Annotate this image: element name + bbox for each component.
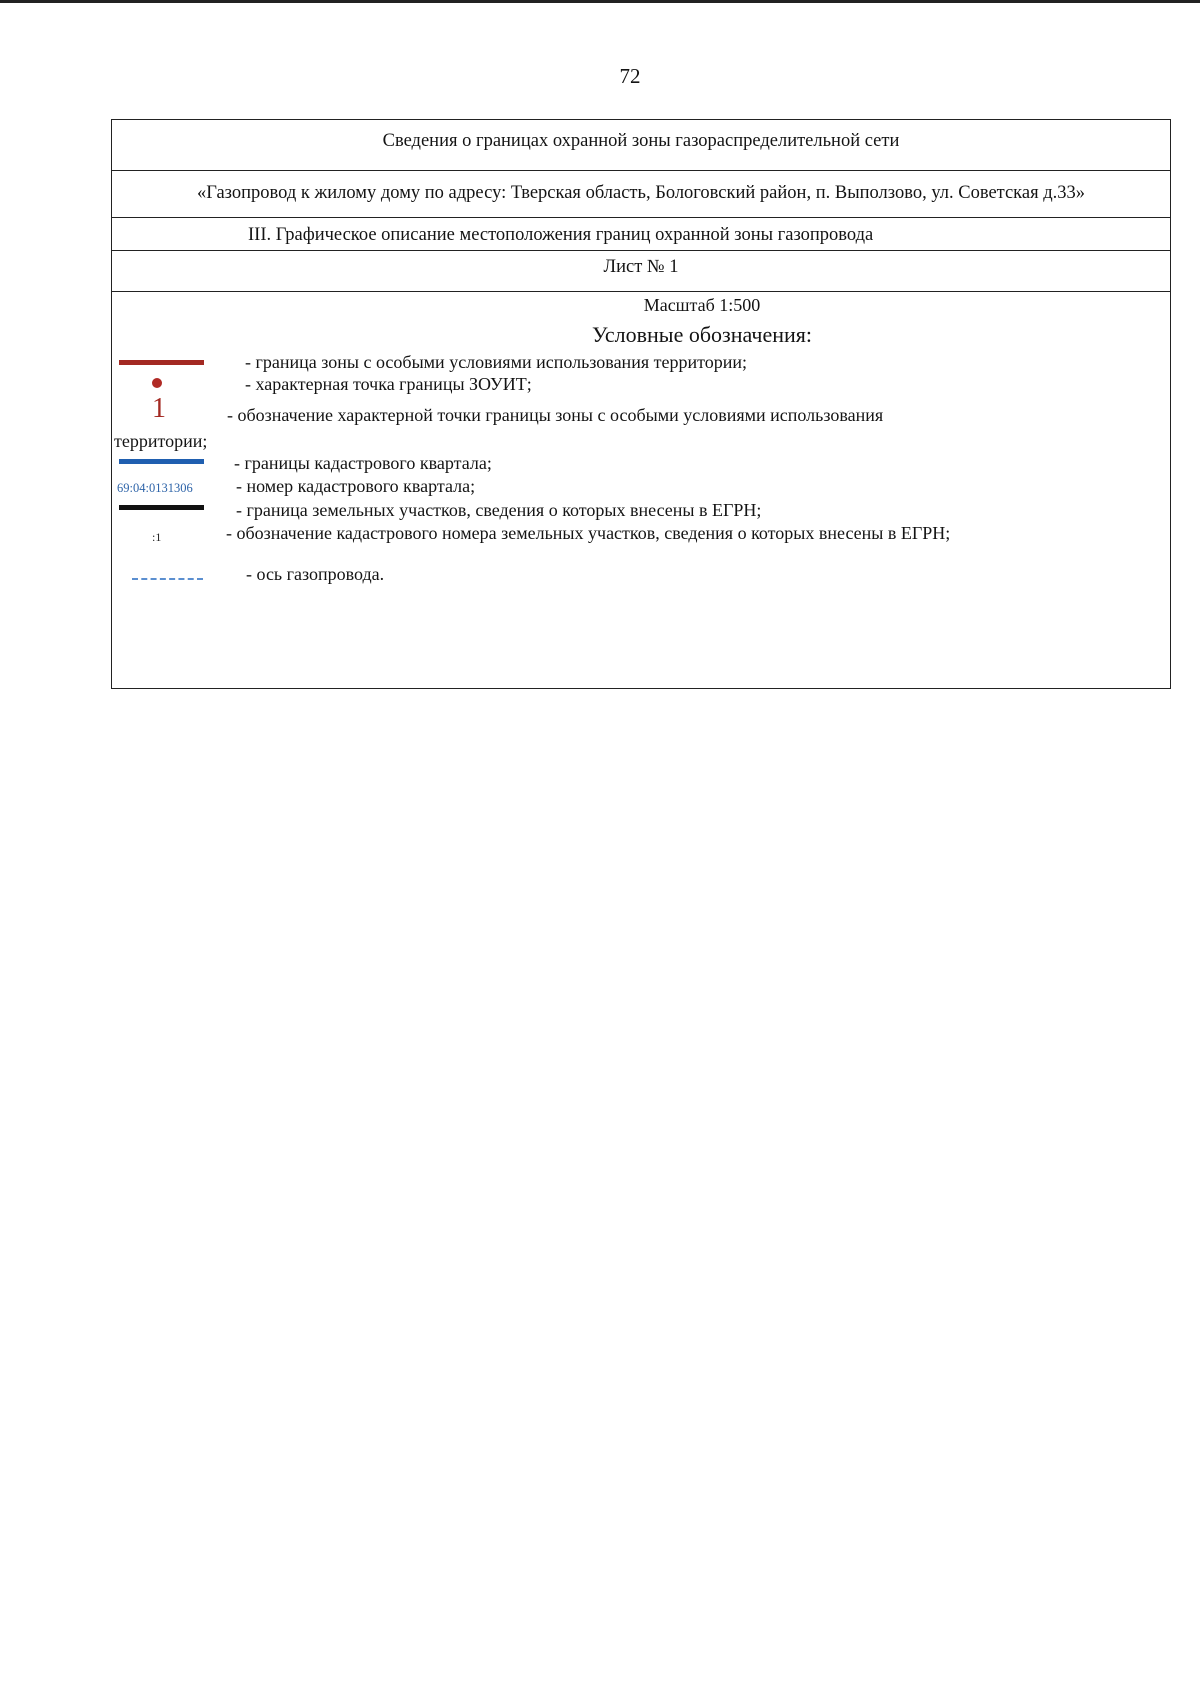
scale-label: Масштаб 1:500 — [643, 295, 761, 315]
legend-zone-boundary: - граница зоны с особыми условиями использования территории; — [245, 352, 747, 372]
point-label-symbol: 1 — [152, 393, 166, 424]
legend-gas-axis: - ось газопровода. — [246, 564, 385, 584]
page-top-edge — [0, 0, 1200, 3]
gas-axis-dashed-symbol — [132, 578, 203, 580]
legend-title: Условные обозначения: — [591, 322, 813, 347]
sheet-number: Лист № 1 — [603, 257, 679, 277]
legend-parcel-number: - обозначение кадастрового номера земельных участков, сведения о которых внесены в ЕГРН; — [226, 523, 951, 543]
title-row — [112, 120, 1170, 171]
legend-point-label-line-2: территории; — [114, 431, 208, 451]
zone-boundary-line-symbol — [119, 360, 204, 365]
parcel-number-symbol: :1 — [152, 530, 162, 544]
sheet-row — [112, 251, 1170, 292]
legend-cadastral-quarter-boundary: - границы кадастрового квартала; — [234, 453, 492, 473]
legend-cadastral-quarter-number: - номер кадастрового квартала; — [236, 476, 476, 496]
legend-characteristic-point: - характерная точка границы ЗОУИТ; — [245, 374, 532, 394]
section-row — [112, 218, 1170, 251]
object-row — [112, 171, 1170, 218]
section-title: III. Графическое описание местоположения границ охранной зоны газопровода — [248, 225, 874, 245]
cadastral-quarter-number-symbol: 69:04:0131306 — [117, 481, 193, 495]
legend-point-label-line-1: - обозначение характерной точки границы зоны с особыми условиями использования — [227, 405, 884, 425]
cadastral-quarter-line-symbol — [119, 459, 204, 464]
document-title: Сведения о границах охранной зоны газораспределительной сети — [382, 131, 900, 151]
document-frame — [111, 119, 1171, 689]
page-number: 72 — [619, 64, 641, 88]
legend-parcel-boundary: - граница земельных участков, сведения о которых внесены в ЕГРН; — [236, 500, 762, 520]
object-name: «Газопровод к жилому дому по адресу: Тверская область, Бологовский район, п. Выползово, ул. Советская д.33» — [196, 183, 1086, 203]
characteristic-point-symbol — [152, 378, 162, 388]
parcel-boundary-line-symbol — [119, 505, 204, 510]
